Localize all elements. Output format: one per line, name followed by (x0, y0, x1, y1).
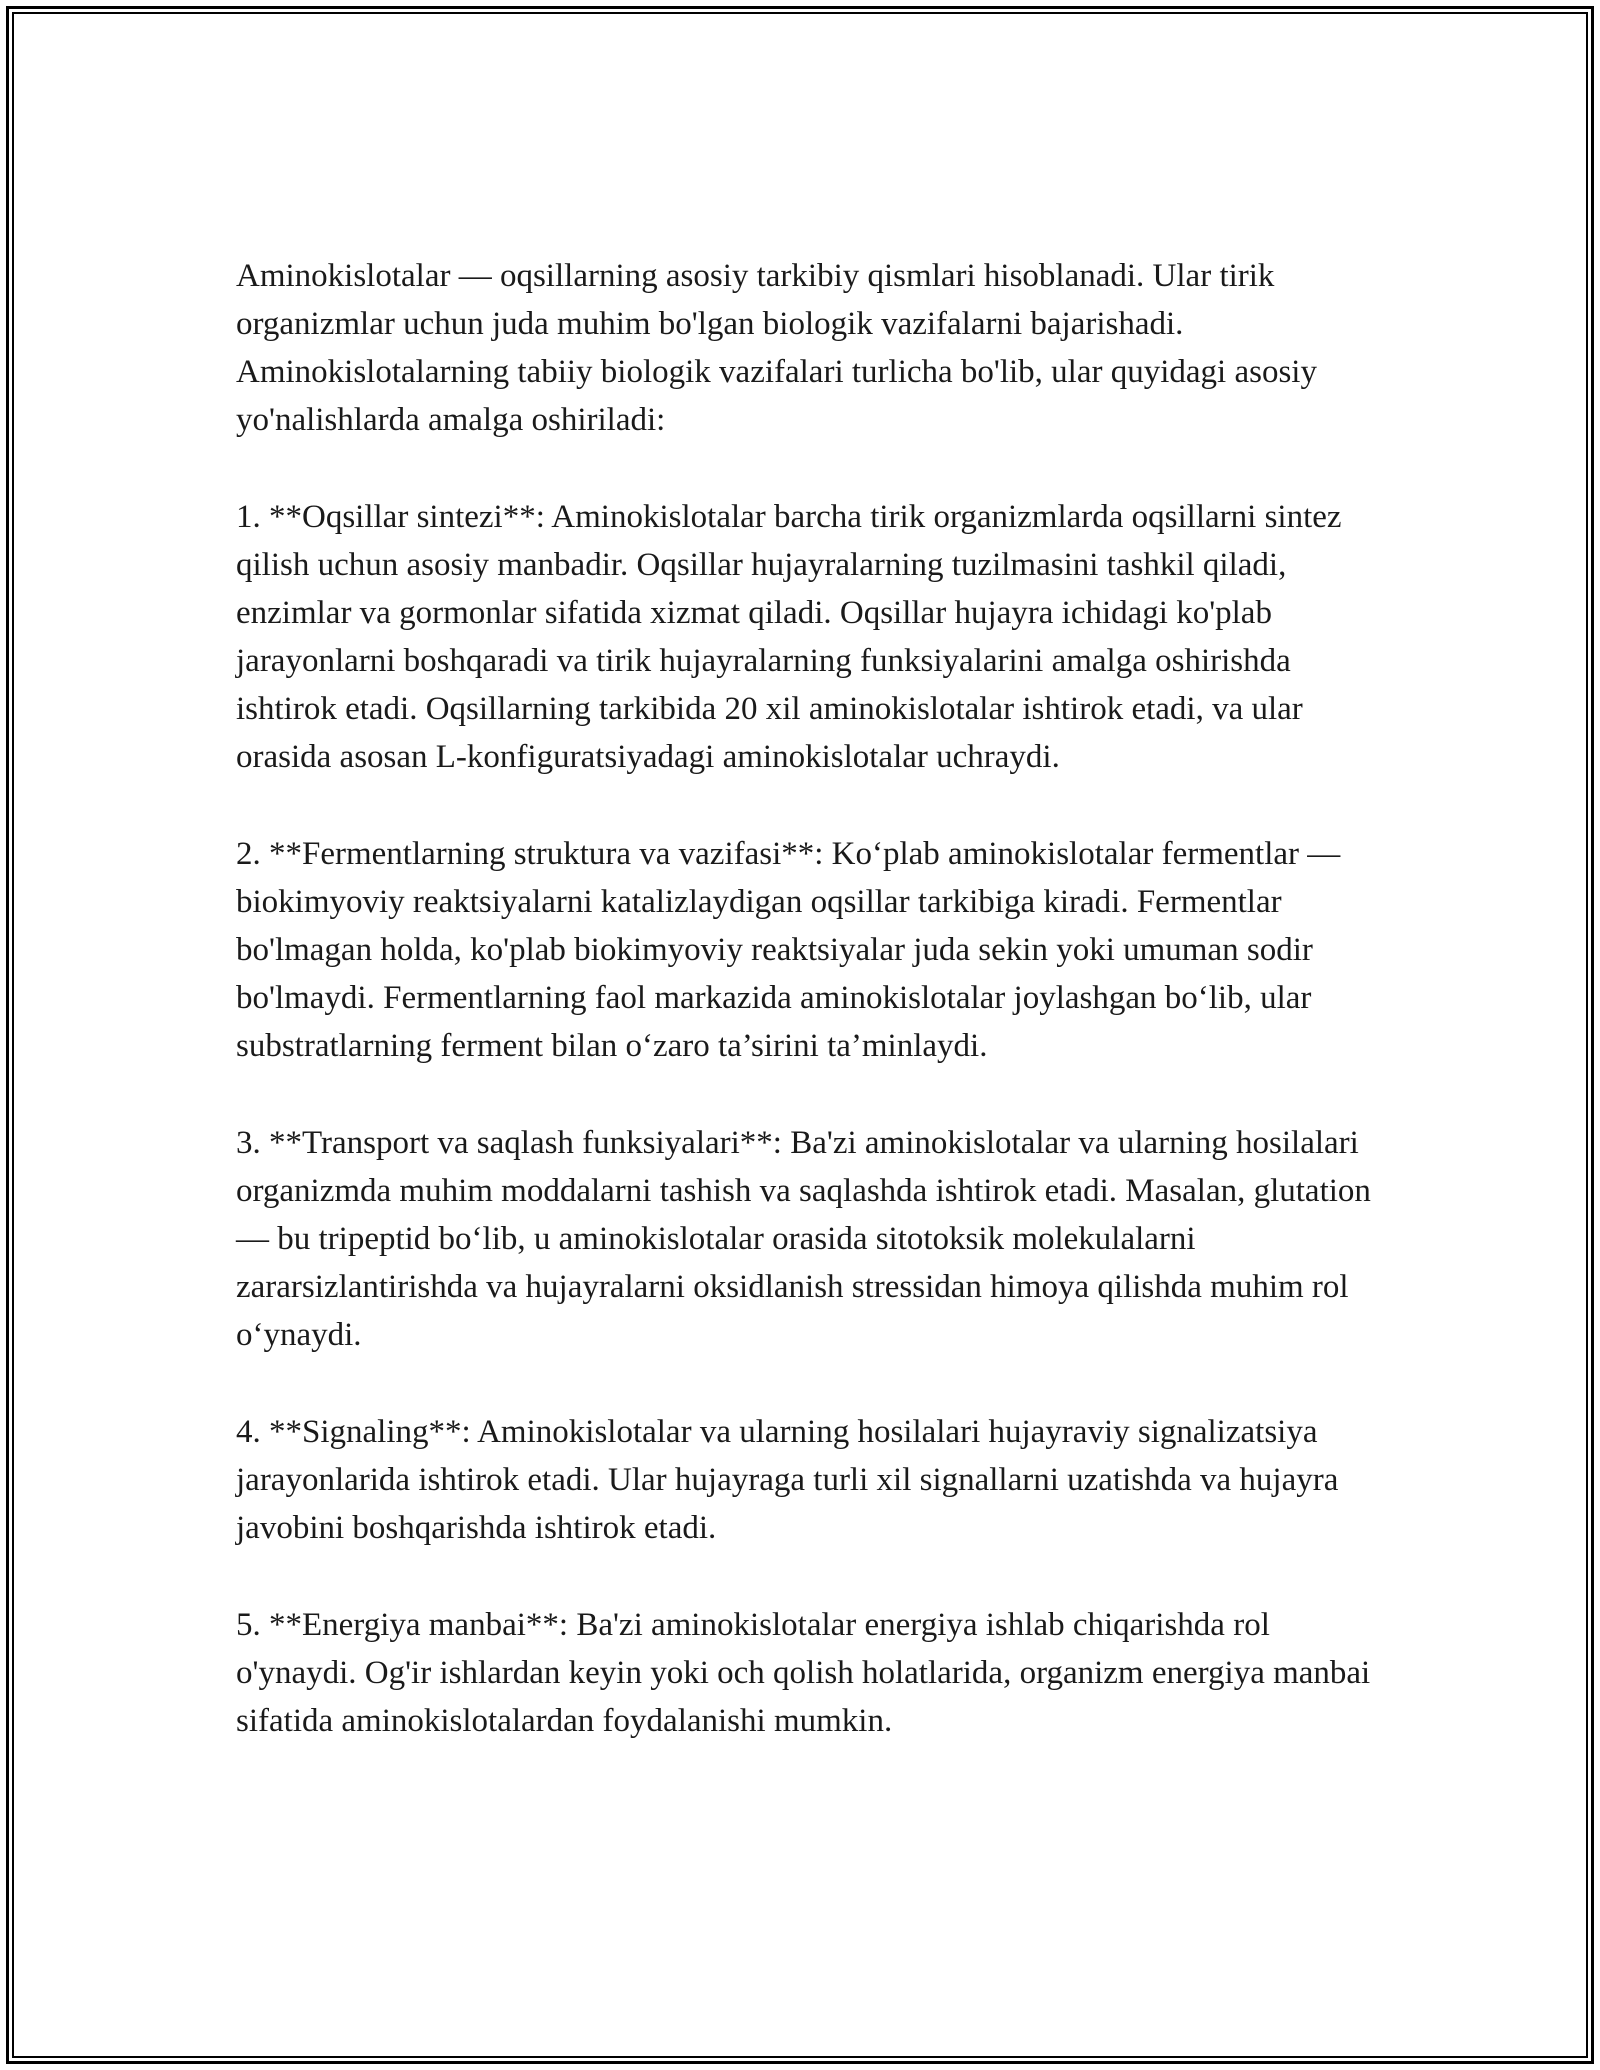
list-item-protein-synthesis: 1. **Oqsillar sintezi**: Aminokislotalar barcha tirik organizmlarda oqsillarni sintez qilish uchun asosiy manbadir. Oqsillar hujayralarning tuzilmasini tashkil qiladi, enzimlar va gormonlar sifatida xizmat qiladi. Oqsillar hujayra ichidagi ko'plab jarayonlarni boshqaradi va tirik hujayralarning funksiyalarini amalga oshirishda ishtirok etadi. Oqsillarning tarkibida 20 xil aminokislotalar ishtirok etadi, va ular orasida asosan L-konfiguratsiyadagi aminokislotalar uchraydi. (236, 499, 1342, 775)
list-item-transport: 3. **Transport va saqlash funksiyalari**: Ba'zi aminokislotalar va ularning hosilalari organizmda muhim moddalarni tashish va saqlashda ishtirok etadi. Masalan, glutation — bu tripeptid bo‘lib, u aminokislotalar orasida sitotoksik molekulalarni zararsizlantirishda va hujayralarni oksidlanish stressidan himoya qilishda muhim rol o‘ynaydi. (236, 1125, 1371, 1353)
list-item-energy: 5. **Energiya manbai**: Ba'zi aminokislotalar energiya ishlab chiqarishda rol o'ynaydi. Og'ir ishlardan keyin yoki och qolish holatlarida, organizm energiya manbai sifatida aminokislotalardan foydalanishi mumkin. (236, 1607, 1371, 1739)
list-item-signaling: 4. **Signaling**: Aminokislotalar va ularning hosilalari hujayraviy signalizatsiya jarayonlarida ishtirok etadi. Ular hujayraga turli xil signallarni uzatishda va hujayra javobini boshqarishda ishtirok etadi. (236, 1414, 1339, 1546)
document-body (236, 252, 1376, 1794)
intro-paragraph: Aminokislotalar — oqsillarning asosiy tarkibiy qismlari hisoblanadi. Ular tirik organizmlar uchun juda muhim bo'lgan biologik vazifalarni bajarishadi. Aminokislotalarning tabiiy biologik vazifalari turlicha bo'lib, ular quyidagi asosiy yo'nalishlarda amalga oshiriladi: (236, 258, 1317, 438)
list-item-enzymes: 2. **Fermentlarning struktura va vazifasi**: Ko‘plab aminokislotalar fermentlar — biokimyoviy reaktsiyalarni katalizlaydigan oqsillar tarkibiga kiradi. Fermentlar bo'lmagan holda, ko'plab biokimyoviy reaktsiyalar juda sekin yoki umuman sodir bo'lmaydi. Fermentlarning faol markazida aminokislotalar joylashgan bo‘lib, ular substratlarning ferment bilan o‘zaro ta’sirini ta’minlaydi. (236, 836, 1341, 1064)
